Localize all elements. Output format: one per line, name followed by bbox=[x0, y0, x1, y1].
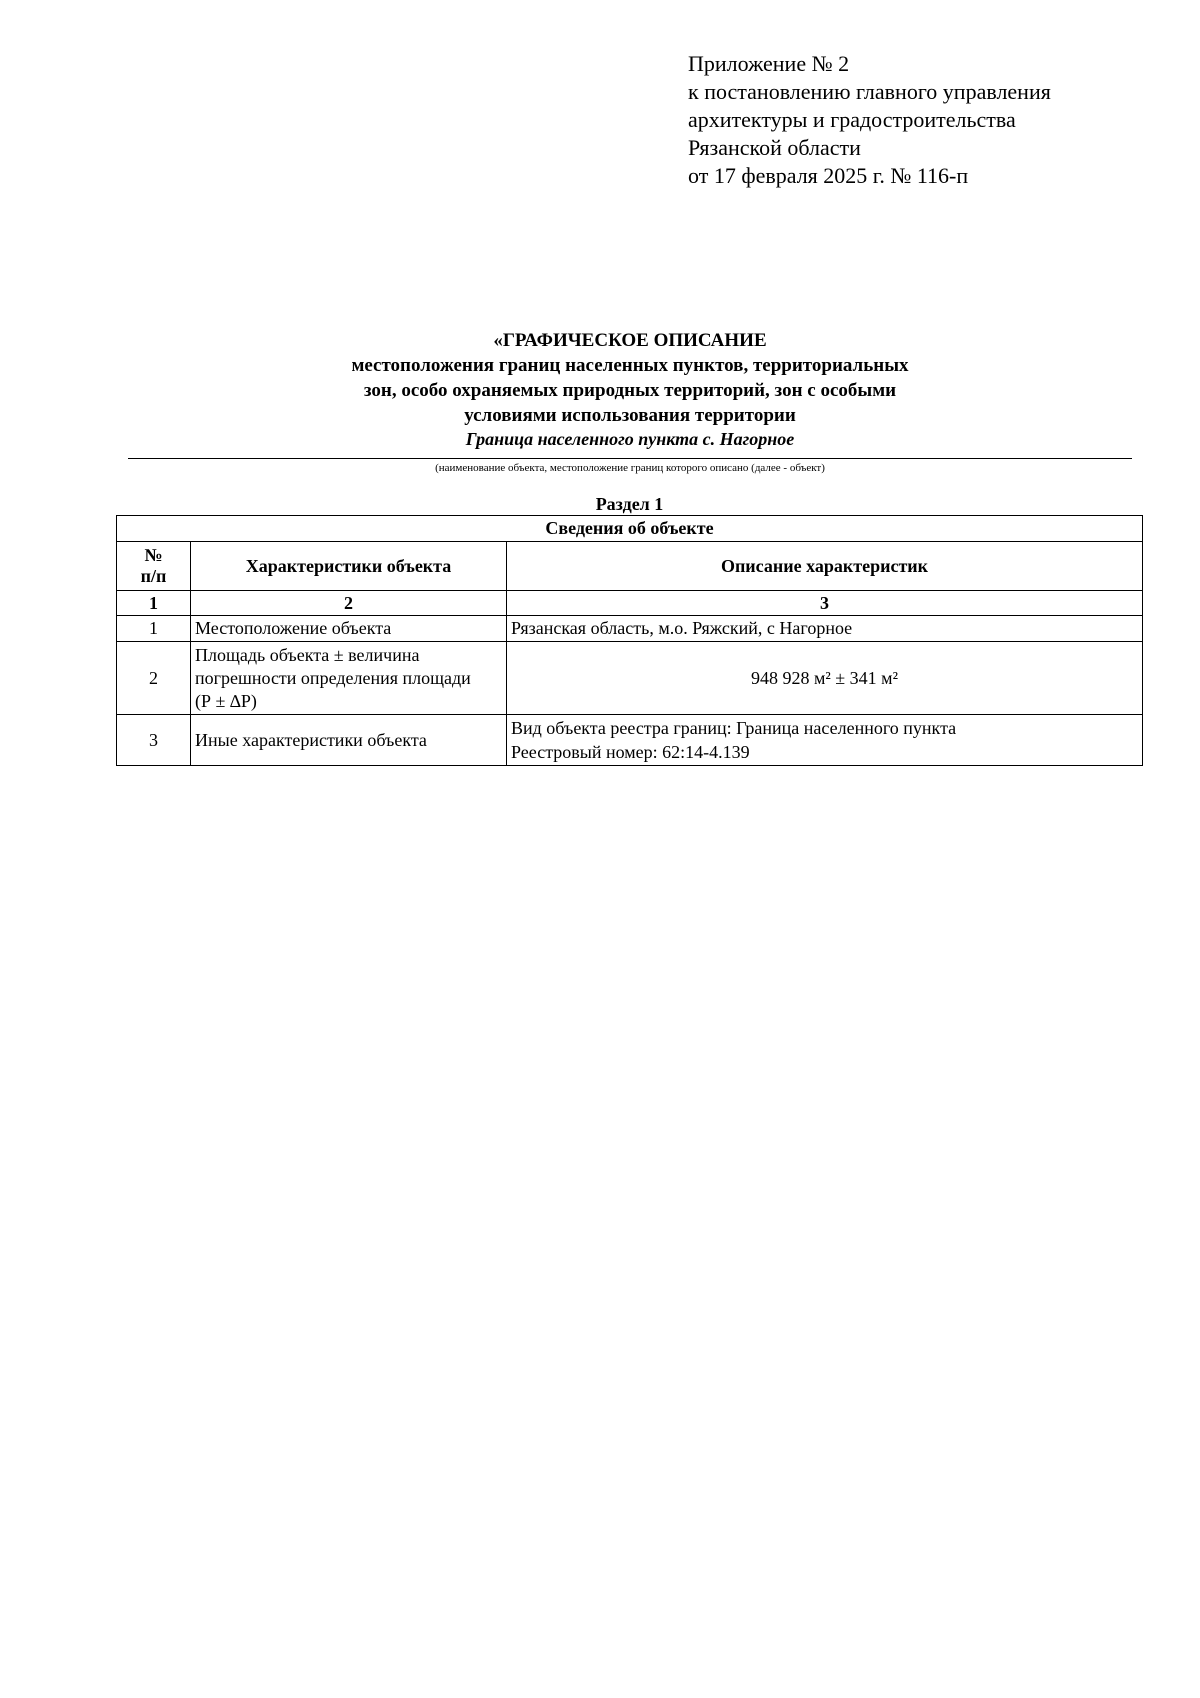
title-line-3: зон, особо охраняемых природных территорий, зон с особыми bbox=[363, 380, 897, 401]
table-title: Сведения об объекте bbox=[117, 516, 1143, 542]
row-description-line: Реестровый номер: 62:14-4.139 bbox=[511, 742, 750, 762]
row-number: 1 bbox=[117, 616, 191, 642]
title-line-4: условиями использования территории bbox=[464, 405, 796, 426]
object-name: Граница населенного пункта с. Нагорное bbox=[465, 429, 795, 449]
header-number-line2: п/п bbox=[140, 566, 167, 586]
header-characteristics: Характеристики объекта bbox=[191, 542, 507, 591]
column-index: 3 bbox=[507, 591, 1143, 616]
table-title-row bbox=[117, 516, 1143, 542]
appendix-reference: к постановлению главного управления bbox=[688, 79, 1051, 104]
appendix-authority: архитектуры и градостроительства bbox=[688, 107, 1016, 132]
row-characteristic-line: погрешности определения площади bbox=[195, 667, 471, 688]
object-info-table bbox=[116, 515, 1143, 766]
row-number: 3 bbox=[117, 715, 191, 766]
row-description-line: Вид объекта реестра границ: Граница населенного пункта bbox=[511, 718, 957, 738]
row-description bbox=[507, 715, 1143, 766]
row-characteristic-line: (Р ± ∆Р) bbox=[195, 690, 257, 711]
object-name-caption: (наименование объекта, местоположение границ которого описано (далее - объект) bbox=[435, 462, 825, 474]
column-index: 2 bbox=[191, 591, 507, 616]
document-title bbox=[128, 328, 1132, 450]
header-number-line1: № bbox=[144, 545, 163, 565]
row-description: Рязанская область, м.о. Ряжский, с Нагорное bbox=[507, 616, 1143, 642]
title-line-2: местоположения границ населенных пунктов, территориальных bbox=[351, 355, 909, 376]
table-row bbox=[117, 616, 1143, 642]
appendix-region: Рязанской области bbox=[688, 135, 861, 160]
row-characteristic: Местоположение объекта bbox=[191, 616, 507, 642]
row-description: 948 928 м² ± 341 м² bbox=[507, 642, 1143, 715]
column-index: 1 bbox=[117, 591, 191, 616]
header-number bbox=[117, 542, 191, 591]
title-line-1: «ГРАФИЧЕСКОЕ ОПИСАНИЕ bbox=[493, 330, 767, 351]
header-description: Описание характеристик bbox=[507, 542, 1143, 591]
row-characteristic bbox=[191, 642, 507, 715]
row-characteristic-line: Площадь объекта ± величина bbox=[195, 644, 420, 665]
column-index-row bbox=[117, 591, 1143, 616]
table-row bbox=[117, 642, 1143, 715]
row-characteristic: Иные характеристики объекта bbox=[191, 715, 507, 766]
appendix-number: Приложение № 2 bbox=[688, 51, 850, 76]
table-header-row bbox=[117, 542, 1143, 591]
appendix-header bbox=[688, 50, 1051, 190]
appendix-date: от 17 февраля 2025 г. № 116-п bbox=[688, 163, 969, 188]
section-title: Раздел 1 bbox=[595, 494, 664, 514]
table-row bbox=[117, 715, 1143, 766]
object-name-underline bbox=[128, 458, 1132, 459]
row-number: 2 bbox=[117, 642, 191, 715]
